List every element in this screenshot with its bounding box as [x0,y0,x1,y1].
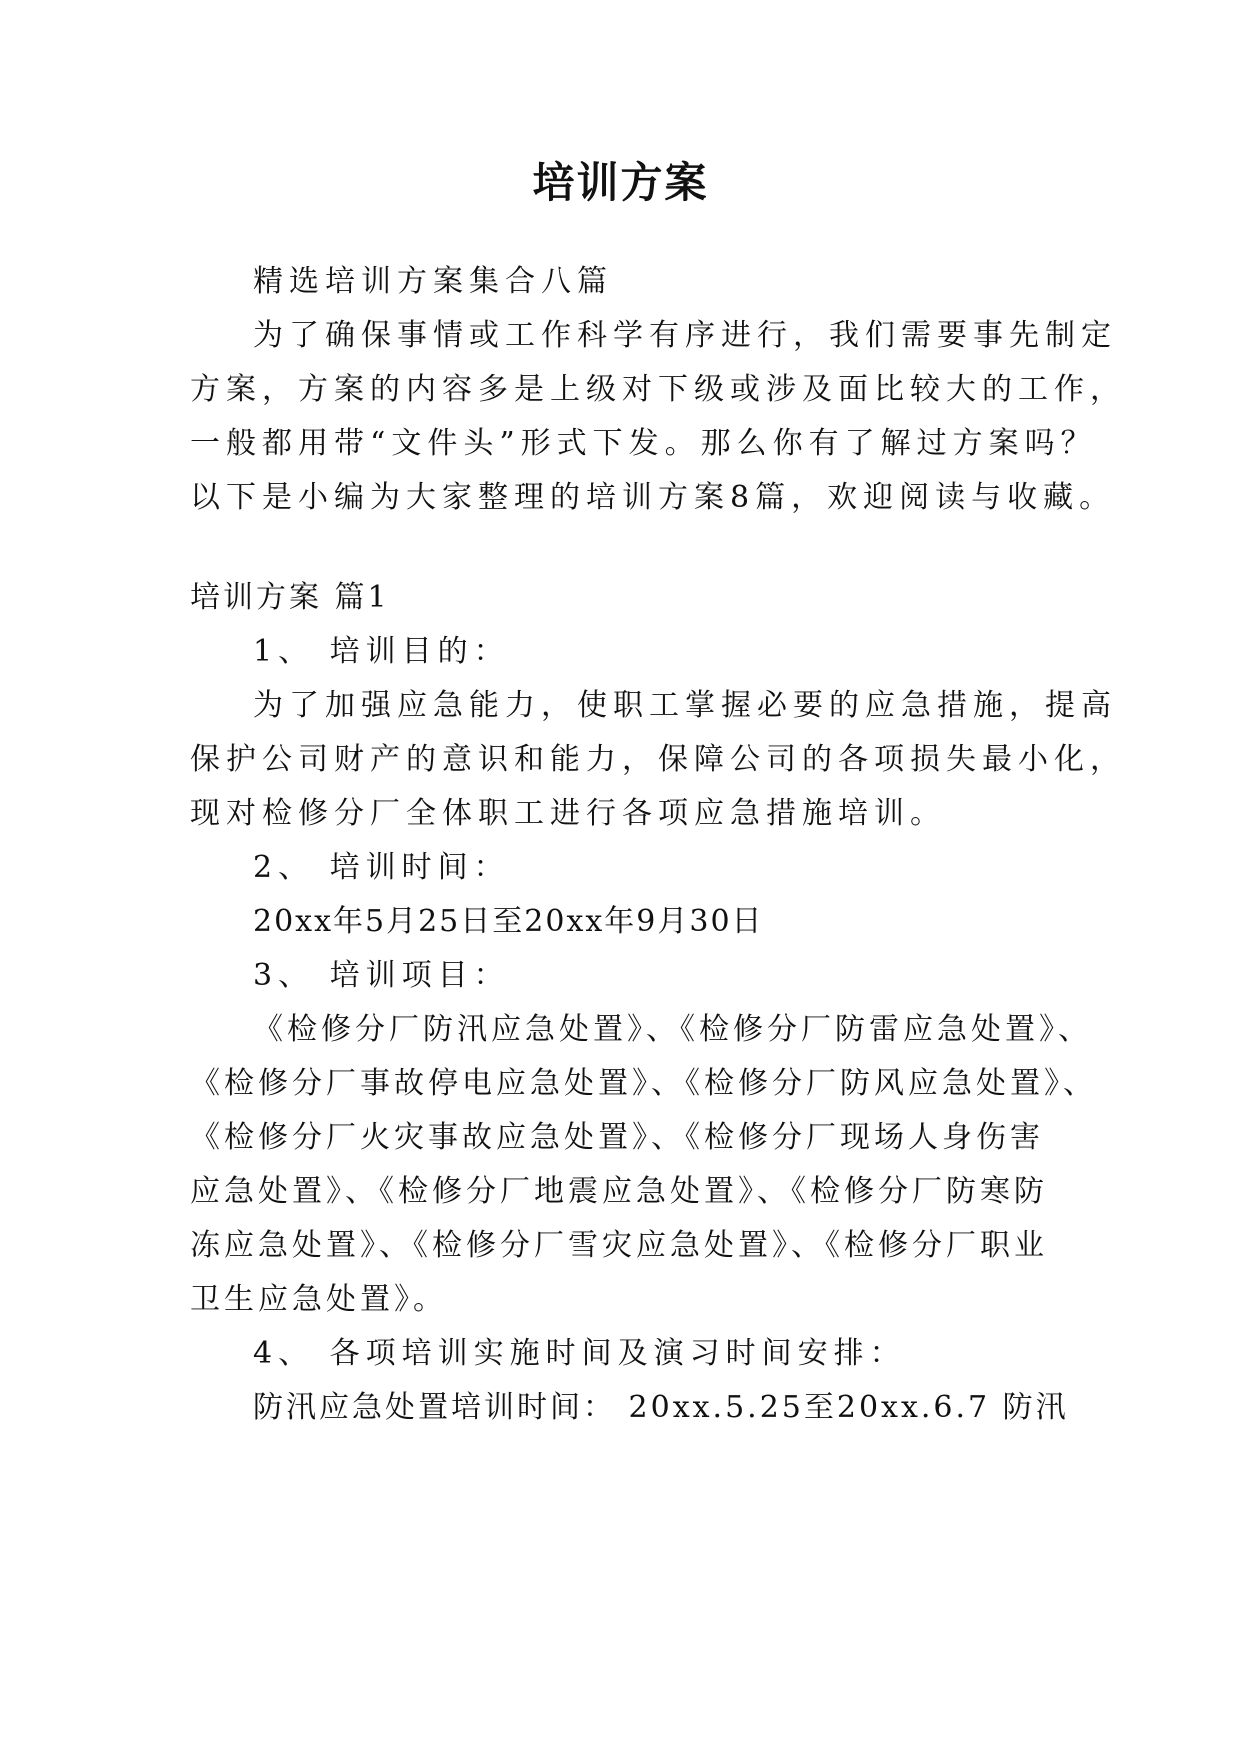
paragraph-line: 防汛应急处置培训时间： 20xx.5.25至20xx.6.7 防汛 [253,1390,1069,1425]
item-heading: 3、 培训项目： [253,958,510,993]
paragraph-line: 方案，方案的内容多是上级对下级或涉及面比较大的工作， [190,372,1126,407]
paragraph-line: 以下是小编为大家整理的培训方案8篇，欢迎阅读与收藏。 [190,480,1116,515]
subtitle-line: 精选培训方案集合八篇 [253,264,613,299]
paragraph-line: 《检修分厂火灾事故应急处置》、《检修分厂现场人身伤害 [190,1120,1044,1155]
paragraph-line: 现对检修分厂全体职工进行各项应急措施培训。 [190,796,946,831]
paragraph-line: 为了加强应急能力，使职工掌握必要的应急措施，提高 [253,688,1117,723]
date-range-line: 20xx年5月25日至20xx年9月30日 [253,904,764,939]
section-heading: 培训方案 篇1 [190,580,390,615]
paragraph-line: 卫生应急处置》。 [190,1282,447,1317]
paragraph-line: 应急处置》、《检修分厂地震应急处置》、《检修分厂防寒防 [190,1174,1048,1209]
item-heading: 2、 培训时间： [253,850,510,885]
page-title: 培训方案 [532,158,709,207]
paragraph-line: 为了确保事情或工作科学有序进行，我们需要事先制定 [253,318,1117,353]
paragraph-line: 《检修分厂防汛应急处置》、《检修分厂防雷应急处置》、 [253,1012,1092,1047]
paragraph-line: 一般都用带“文件头”形式下发。那么你有了解过方案吗？ [190,426,1097,461]
paragraph-line: 《检修分厂事故停电应急处置》、《检修分厂防风应急处置》、 [190,1066,1097,1101]
paragraph-line: 冻应急处置》、《检修分厂雪灾应急处置》、《检修分厂职业 [190,1228,1048,1263]
item-heading: 1、 培训目的： [253,634,510,669]
paragraph-line: 保护公司财产的意识和能力，保障公司的各项损失最小化， [190,742,1126,777]
item-heading: 4、 各项培训实施时间及演习时间安排： [253,1336,906,1371]
